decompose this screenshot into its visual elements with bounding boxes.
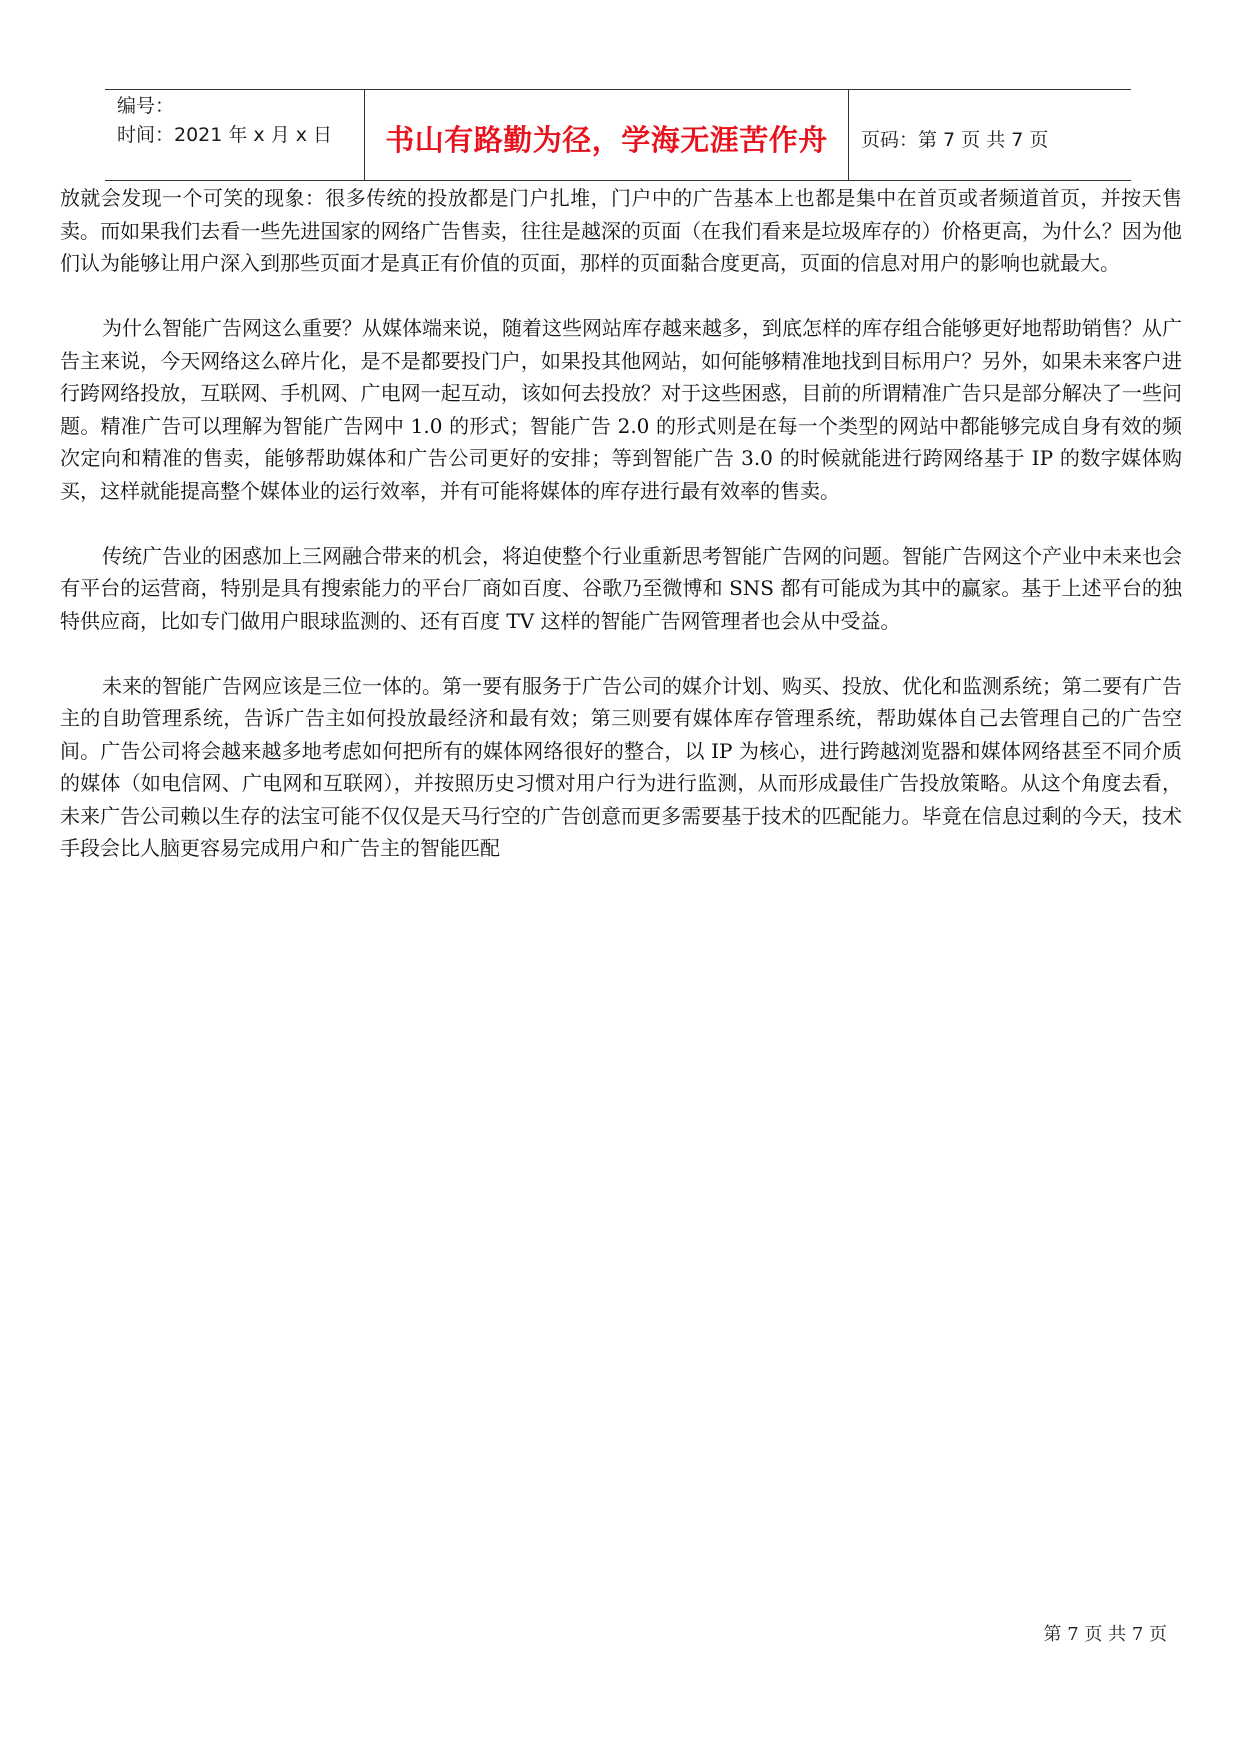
header-meta bbox=[105, 90, 365, 180]
document-body bbox=[60, 182, 1182, 897]
body-paragraph: 放就会发现一个可笑的现象：很多传统的投放都是门户扎堆，门户中的广告基本上也都是集中在首页或者频道首页，并按天售卖。而如果我们去看一些先进国家的网络广告售卖，往往是越深的页面（在我们看来是垃圾库存的）价格更高，为什么？因为他们认为能够让用户深入到那些页面才是真正有价值的页面，那样的页面黏合度更高，页面的信息对用户的影响也就最大。 bbox=[60, 186, 1182, 275]
body-paragraph: 未来的智能广告网应该是三位一体的。第一要有服务于广告公司的媒介计划、购买、投放、优化和监测系统；第二要有广告主的自助管理系统，告诉广告主如何投放最经济和最有效；第三则要有媒体库存管理系统，帮助媒体自己去管理自己的广告空间。广告公司将会越来越多地考虑如何把所有的媒体网络很好的整合，以 IP 为核心，进行跨越浏览器和媒体网络甚至不同介质的媒体（如电信网、广电网和互联网），并按照历史习惯对用户行为进行监测，从而形成最佳广告投放策略。从这个角度去看，未来广告公司赖以生存的法宝可能不仅仅是天马行空的广告创意而更多需要基于技术的匹配能力。毕竟在信息过剩的今天，技术手段会比人脑更容易完成用户和广告主的智能匹配 bbox=[60, 673, 1182, 860]
header-time-label: 时间：2021 年 x 月 x 日 bbox=[117, 124, 333, 146]
header-motto: 书山有路勤为径，学海无涯苦作舟 bbox=[365, 90, 849, 180]
header-page-label: 页码：第 7 页 共 7 页 bbox=[861, 128, 1049, 151]
body-paragraph: 传统广告业的困惑加上三网融合带来的机会，将迫使整个行业重新思考智能广告网的问题。智能广告网这个产业中未来也会有平台的运营商，特别是具有搜索能力的平台厂商如百度、谷歌乃至微博和 SNS 都有可能成为其中的赢家。基于上述平台的独特供应商，比如专门做用户眼球监测的、还有百度 TV 这样的智能广告网管理者也会从中受益。 bbox=[60, 543, 1182, 633]
page-footer: 第 7 页 共 7 页 bbox=[1043, 1624, 1167, 1645]
body-paragraph: 为什么智能广告网这么重要？从媒体端来说，随着这些网站库存越来越多，到底怎样的库存组合能够更好地帮助销售？从广告主来说，今天网络这么碎片化，是不是都要投门户，如果投其他网站，如何能够精准地找到目标用户？另外，如果未来客户进行跨网络投放，互联网、手机网、广电网一起互动，该如何去投放？对于这些困惑，目前的所谓精准广告只是部分解决了一些问题。精准广告可以理解为智能广告网中 1.0 的形式；智能广告 2.0 的形式则是在每一个类型的网站中都能够完成自身有效的频次定向和精准的售卖，能够帮助媒体和广告公司更好的安排；等到智能广告 3.0 的时候就能进行跨网络基于 IP 的数字媒体购买，这样就能提高整个媒体业的运行效率，并有可能将媒体的库存进行最有效率的售卖。 bbox=[60, 316, 1182, 503]
document-header bbox=[105, 89, 1131, 181]
header-number-label: 编号： bbox=[117, 95, 175, 117]
